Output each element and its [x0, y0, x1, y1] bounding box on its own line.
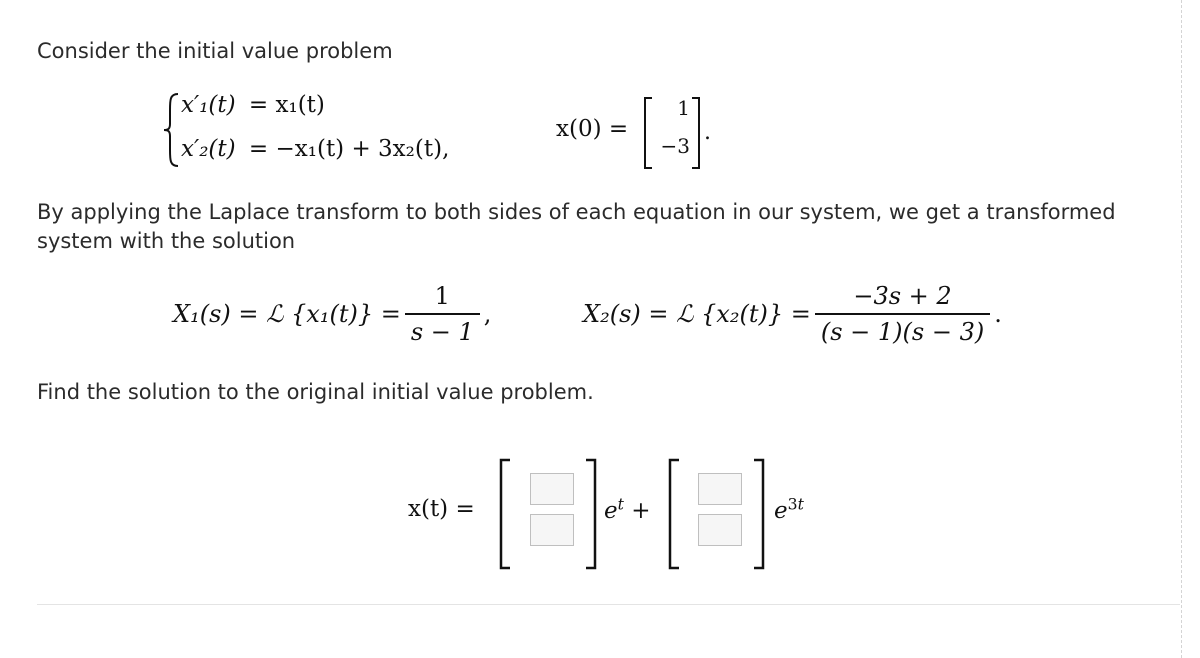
- eq2-rhs: = −x₁(t) + 3x₂(t),: [248, 136, 450, 162]
- X2-lhs: X₂(s) = ℒ {x₂(t)} =: [583, 300, 811, 328]
- answer-vector-2-top-input[interactable]: [698, 473, 742, 505]
- X1-transform: [173, 282, 491, 346]
- eq2-lhs: x′₂(t): [181, 136, 236, 162]
- answer-vector-1-bottom-input[interactable]: [530, 514, 574, 546]
- X2-denominator: (s − 1)(s − 3): [815, 313, 990, 346]
- answer-vector-2-bottom-input[interactable]: [698, 514, 742, 546]
- section-divider: [37, 604, 1180, 605]
- X1-lhs: X₁(s) = ℒ {x₁(t)} =: [173, 300, 401, 328]
- initial-condition-bracket-right: [690, 96, 702, 170]
- initial-condition-bottom: −3: [660, 134, 690, 158]
- answer-lhs: x(t) =: [408, 496, 475, 522]
- X2-transform: [583, 282, 1002, 346]
- initial-condition-period: .: [704, 120, 711, 145]
- initial-condition-bracket-left: [642, 96, 654, 170]
- intro-text: Consider the initial value problem: [37, 39, 393, 63]
- initial-condition-top: 1: [677, 96, 690, 120]
- system-left-brace: [162, 92, 182, 168]
- X2-period: .: [994, 300, 1002, 328]
- laplace-description: By applying the Laplace transform to both sides of each equation in our system, we get a transformed system with the solution: [37, 200, 1116, 253]
- find-solution-text: Find the solution to the original initial value problem.: [37, 380, 594, 404]
- X1-numerator: 1: [434, 282, 450, 310]
- page-edge-divider: [1181, 0, 1182, 658]
- initial-condition-label: x(0) =: [556, 116, 629, 142]
- answer-vector-1-top-input[interactable]: [530, 473, 574, 505]
- X1-fraction: [405, 282, 480, 346]
- X2-fraction: [815, 282, 990, 346]
- X1-denominator: s − 1: [405, 313, 480, 346]
- answer-vector-1-bracket-left: [498, 458, 512, 570]
- answer-vector-1-bracket-right: [584, 458, 598, 570]
- eq1-rhs: = x₁(t): [248, 92, 325, 118]
- answer-term-2-exponential: $e^{3t}$: [774, 494, 804, 524]
- eq1-lhs: x′₁(t): [181, 92, 236, 118]
- answer-vector-2-bracket-right: [752, 458, 766, 570]
- answer-vector-2-bracket-left: [667, 458, 681, 570]
- ivp-equation-2: [181, 136, 449, 162]
- ivp-equation-1: [181, 92, 325, 118]
- answer-term-1-exponential: $e^t$ +: [604, 494, 651, 524]
- X2-numerator: −3s + 2: [853, 282, 952, 310]
- X1-comma: ,: [483, 300, 492, 328]
